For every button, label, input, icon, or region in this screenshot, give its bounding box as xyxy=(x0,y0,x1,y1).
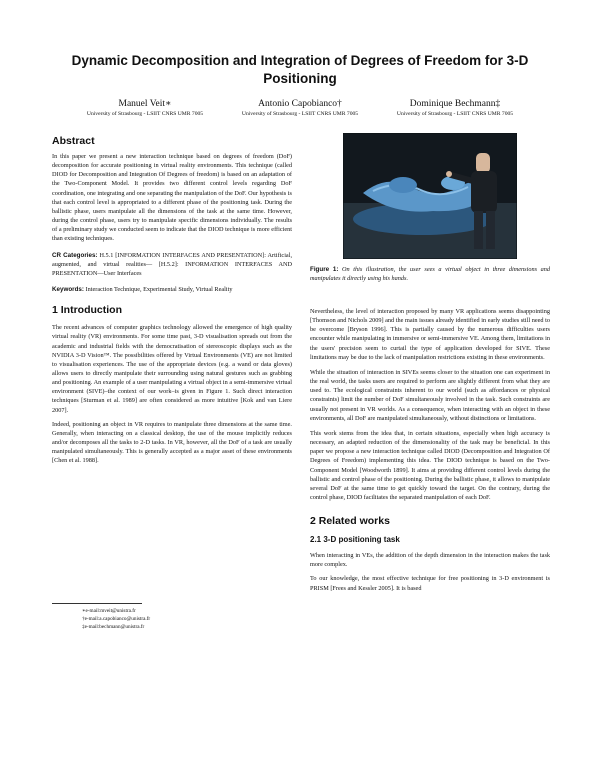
figure-1-photo xyxy=(343,133,517,259)
figure-1-caption xyxy=(310,265,550,283)
footnote: †e-mail:a.capobianco@unistra.fr xyxy=(82,616,151,622)
footnote: ∗e-mail:mveit@unistra.fr xyxy=(82,608,136,614)
body-paragraph: While the situation of interaction in SIVEs seems closer to the situation one can experiment in the real world, the tasks users are required to perform are slightly different from what they are used to. The ecological constraints inherent to our world (such as affordances or physical constraints) limit the number of DoF simultaneously involved in the task. Such constraints are usually not present in VR worlds. As a consequence, when interacting with an object in these environments, all DoF are manipulated simultaneously, without distinctions or limitations. xyxy=(310,368,550,422)
body-paragraph: Nevertheless, the level of interaction proposed by many VR applications seems disappointing [Thomson and Nichols 2009] and the main issues already identified in early studies still need to be overcome [Bryson 1996]. This is partially caused by the numerous difficulties users encounter while manipulating in immersive or semi-immersive VE. Among them, limitations in the users' precision seem to curtail the type of application developed for SIVE. These limitations may be due to the lack of manipulation restrictions existing in these environments. xyxy=(310,308,550,361)
related-works-heading: 2 Related works xyxy=(310,515,390,528)
author-block xyxy=(360,98,550,119)
footnote: ‡e-mail:bechmann@unistra.fr xyxy=(82,624,145,630)
figure-label: Figure 1: xyxy=(310,266,339,273)
figure-1-illustration xyxy=(343,133,517,259)
footnotes xyxy=(52,603,292,631)
keywords xyxy=(52,285,292,294)
paper-title: Dynamic Decomposition and Integration of Degrees of Freedom for 3-D Positioning xyxy=(71,53,529,86)
abstract-text: In this paper we present a new interaction technique based on degrees of freedom (DoF) decomposition for accurate positioning in virtual reality environments. This technique (called DIOD for Decomposition and Integration Of Degrees of freedom) is based on an adaptation of the Two-Component Model. It provides two different control levels regarding DoF coordination, one integrating and one separating the manipulation of the DoF. Our hypothesis is that each control level is appropriated to a different phase of the positioning task. During the ballistic phase, users manipulate all the dimensions of the task at the same time. However, during the control phase, users try to manipulate specific dimensions individually. The results of a preliminary study we conducted seem to indicate that the DIOD technique is more efficient than existing techniques. xyxy=(52,153,292,243)
body-paragraph: To our knowledge, the most effective technique for free positioning in 3-D environment is PRISM [Frees and Kessler 2005]. It is based xyxy=(310,575,550,592)
cr-categories-label: CR Categories: xyxy=(52,251,98,259)
body-paragraph: This work stems from the idea that, in certain situations, especially when high accuracy is necessary, an adapted reduction of the dimensionality of the task may be beneficial. In this paper we propose a new interaction technique called DIOD (Decomposition and Integration Of Degrees of Freedom) implementing this idea. The DIOD technique is based on the Two-Component Model [Woodworth 1899]. It aims at providing different control levels during the ballistic and control phase of the positioning. During the ballistic phase, it allows to manipulate several DoF at the same time to get quickly toward the target. On the contrary, during the control phase, DIOD facilitates the separated manipulation of each DoF. xyxy=(310,429,550,501)
introduction-paragraph: The recent advances of computer graphics technology allowed the emergence of high quality virtual reality (VR) environments. For some time past, 3-D visualisation spreads out from the academic and industrial fields with the democratisation of stereoscopic displays such as the NVIDIA 3-D Vision™. The possibilities offered by Virtual Environments (VE) are not limited to visualisation experiences. The use of the appropriate devices (e.g. a wand or data gloves) allows users to directly manipulate their surrounding using natural gestures such as grabbing and positioning. An example of a user manipulating a virtual object in a semi-immersive virtual environment (SIVE)–the context of our work–is given in Figure 1. Such direct interaction techniques [Sturman et al. 1989] are often considered as more intuitive [Kok and van Liere 2007]. xyxy=(52,324,292,414)
positioning-task-subheading: 2.1 3-D positioning task xyxy=(310,535,400,545)
introduction-heading: 1 Introduction xyxy=(52,304,122,317)
author-affiliation: University of Strasbourg - LSIIT CNRS UMR 7005 xyxy=(86,111,204,117)
author-affiliation: University of Strasbourg - LSIIT CNRS UMR 7005 xyxy=(396,111,514,117)
right-column xyxy=(310,128,550,593)
abstract-heading: Abstract xyxy=(52,135,95,147)
keywords-label: Keywords: xyxy=(52,286,84,294)
footnote-rule xyxy=(52,603,142,604)
introduction-paragraph: Indeed, positioning an object in VR requires to manipulate three dimensions at the same time. Generally, when interacting on a classical desktop, the use of the mouse implicitly reduces and/or decomposes all the tasks to 2-D tasks. In VR, however, all the DoF of a task are usually manipulated simultaneously. This is generally accepted as a major asset of these environments [Chen et al. 1988]. xyxy=(52,420,292,465)
figure-caption-text: On this illustration, the user sees a virtual object in three dimensions and manipulates it directly using his hands. xyxy=(310,266,550,282)
left-column xyxy=(52,128,292,466)
cr-categories xyxy=(52,251,292,278)
author-name: Antonio Capobianco† xyxy=(258,99,342,109)
body-paragraph: When interacting in VEs, the addition of the depth dimension in the interaction makes the task more complex. xyxy=(310,552,550,569)
author-affiliation: University of Strasbourg - LSIIT CNRS UMR 7005 xyxy=(241,111,359,117)
author-name: Manuel Veit∗ xyxy=(118,99,172,109)
author-name: Dominique Bechmann‡ xyxy=(409,99,501,109)
cr-categories-text: H.5.1 [INFORMATION INTERFACES AND PRESENTATION]: Artificial, augmented, and virtual realities— [H.5.2]: INFORMATION INTERFACES AND PRESENTATION—User Interfaces xyxy=(52,251,293,277)
keywords-text: Interaction Technique, Experimental Study, Virtual Reality xyxy=(85,286,233,294)
